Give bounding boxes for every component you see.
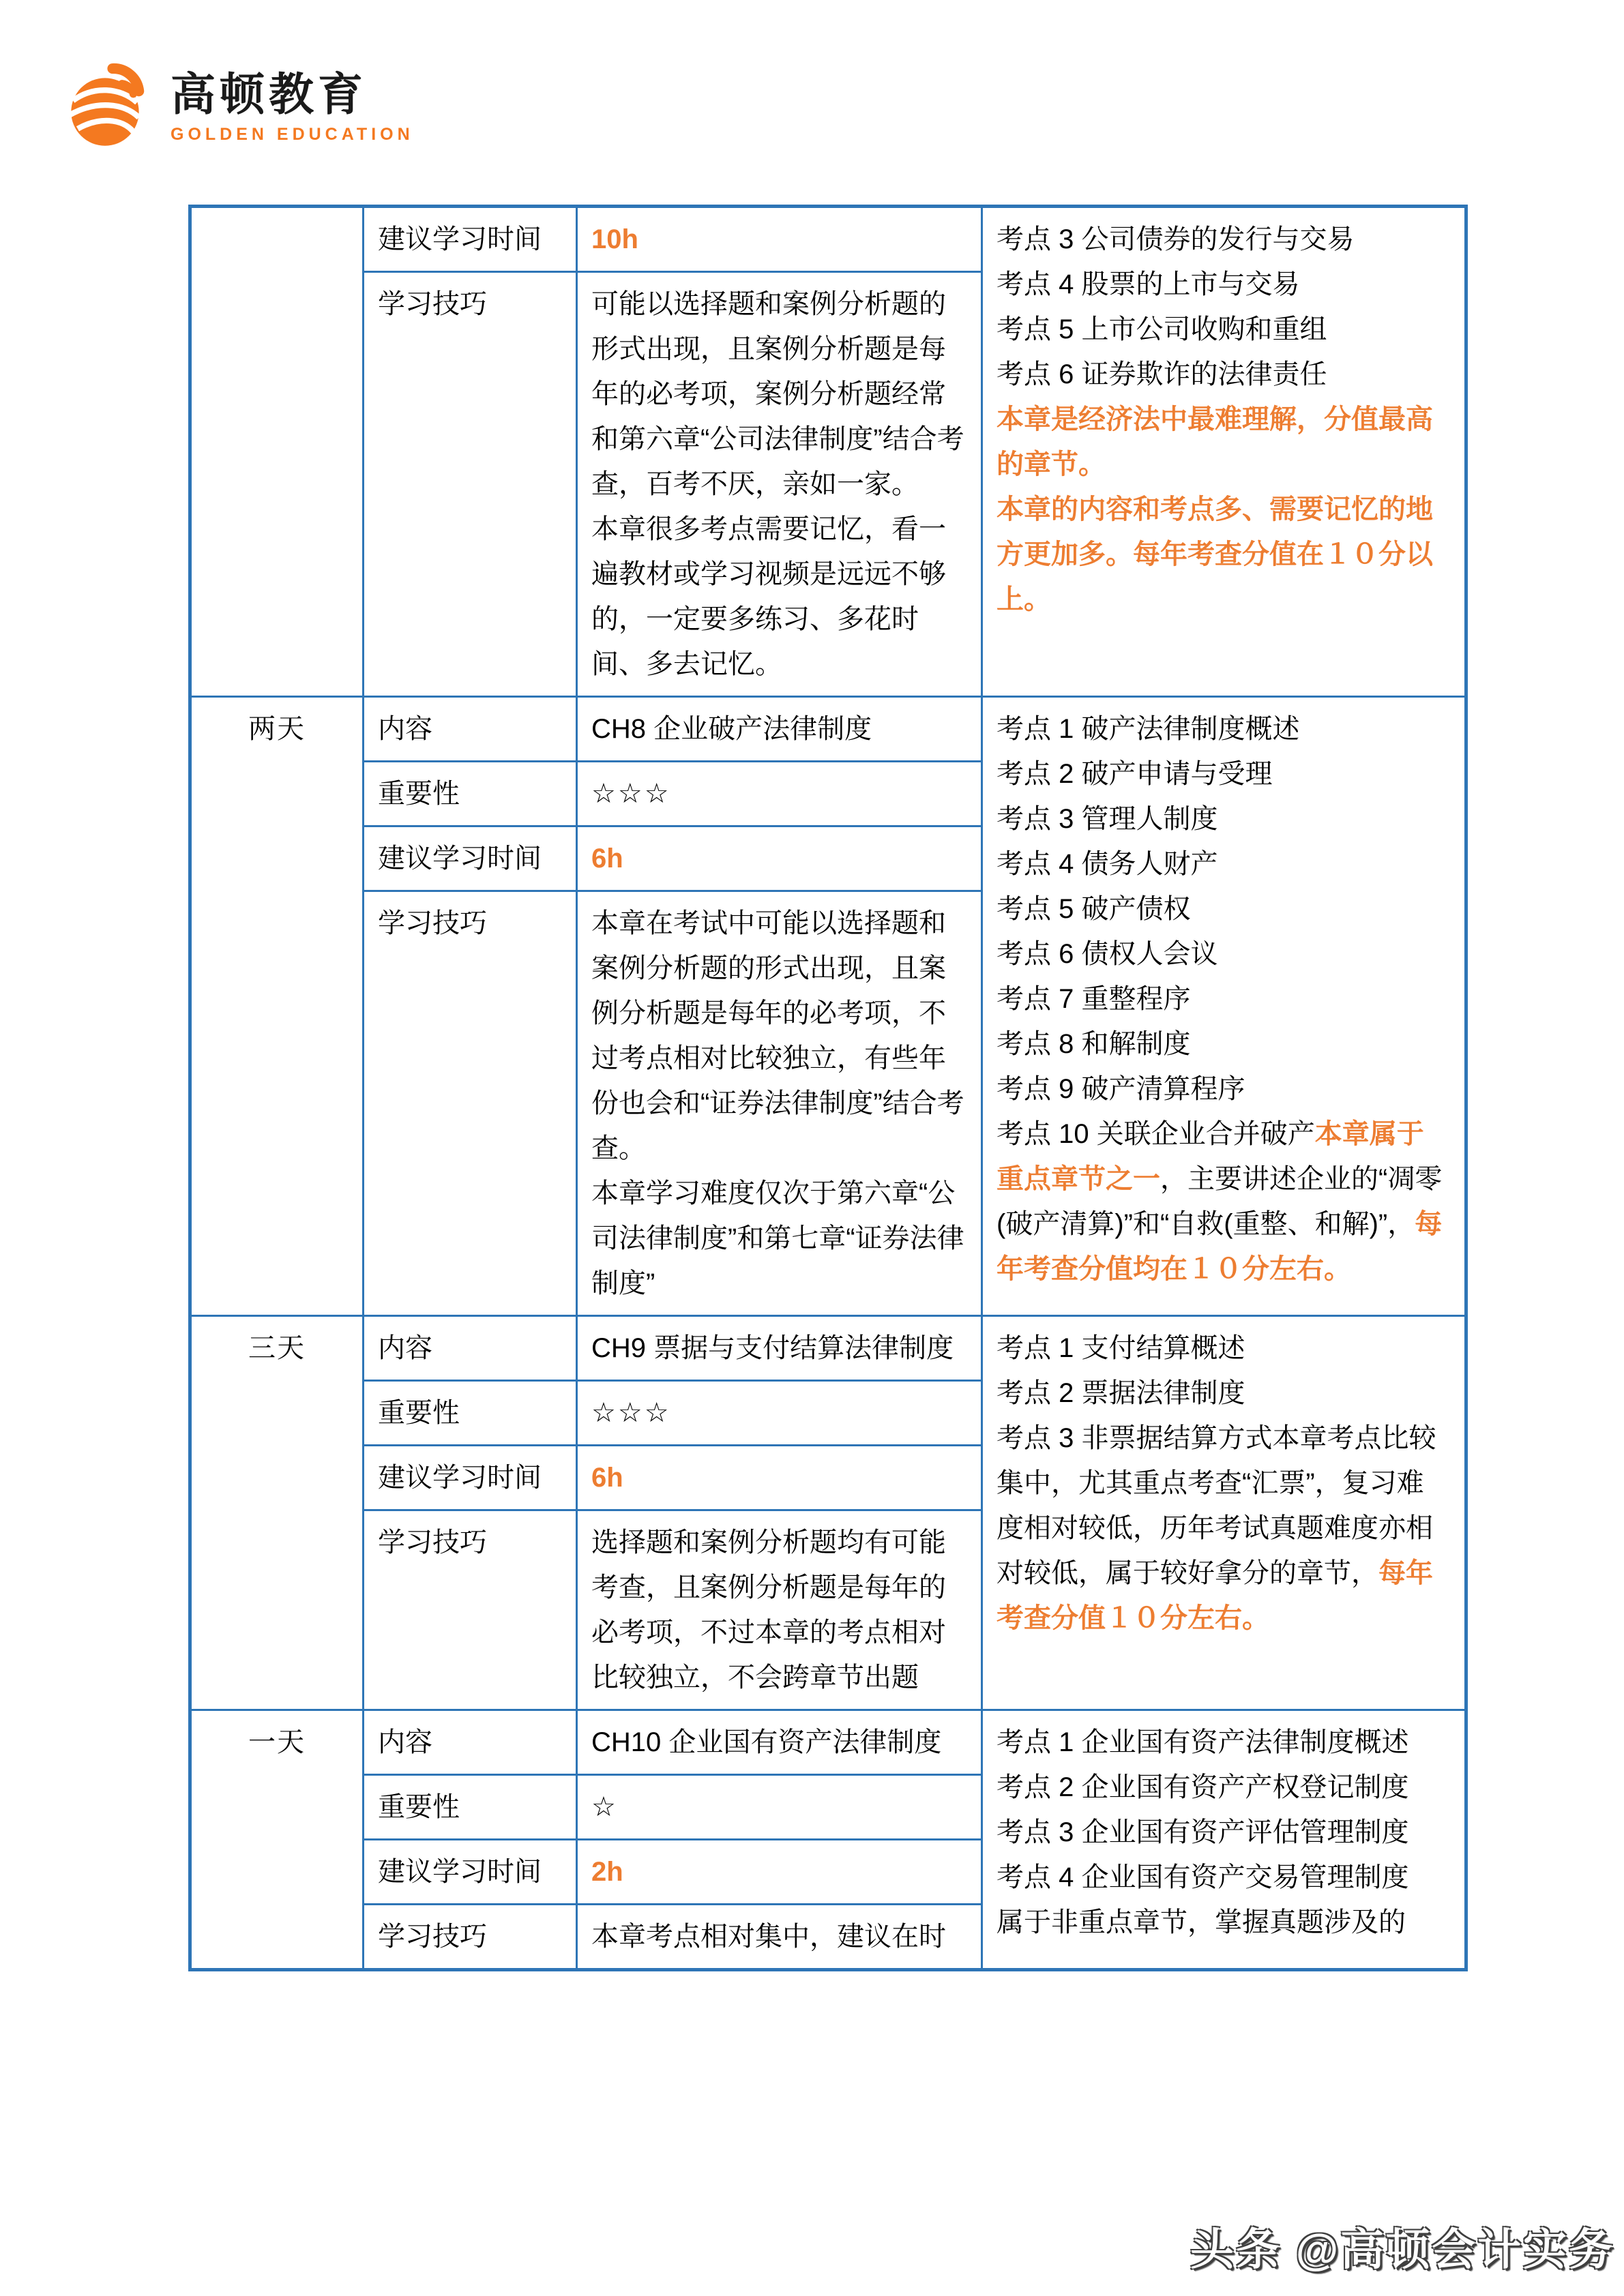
exam-point-line: 考点 1 企业国有资产法律制度概述 xyxy=(996,1727,1409,1757)
skills-value xyxy=(577,1905,982,1970)
brand-logo-text xyxy=(171,57,414,145)
study-time-label: 建议学习时间 xyxy=(364,1840,577,1905)
exam-point-line: 考点 5 上市公司收购和重组 xyxy=(996,314,1327,344)
exam-point-line: 考点 1 破产法律制度概述 xyxy=(996,714,1300,744)
brand-subtitle: GOLDEN EDUCATION xyxy=(171,124,414,144)
importance-stars: ☆☆☆ xyxy=(577,762,982,826)
highlight-note: 每年考查分值１０分左右。 xyxy=(996,1558,1433,1633)
study-time-value: 10h xyxy=(577,207,982,272)
skills-value xyxy=(577,1510,982,1710)
exam-point-line: 考点 7 重整程序 xyxy=(996,984,1191,1014)
day-cell-three-days: 三天 xyxy=(190,1316,364,1710)
skills-label: 学习技巧 xyxy=(364,1510,577,1710)
exam-points-cell-block4 xyxy=(982,1710,1466,1970)
exam-points-cell-block3 xyxy=(982,1316,1466,1710)
skills-label: 学习技巧 xyxy=(364,891,577,1316)
skills-paragraph: 本章考点相对集中，建议在时 xyxy=(591,1922,946,1952)
exam-point-line: 考点 9 破产清算程序 xyxy=(996,1074,1245,1104)
exam-point-note: 属于非重点章节，掌握真题涉及的 xyxy=(996,1907,1406,1937)
study-time-value: 2h xyxy=(577,1840,982,1905)
exam-point-line: 考点 3 公司债券的发行与交易 xyxy=(996,224,1355,254)
note-plain: 考点 10 关联企业合并破产 xyxy=(996,1119,1315,1149)
brand-logo xyxy=(65,57,414,151)
highlight-note: 本章属于重点章节之一 xyxy=(996,1119,1424,1194)
exam-point-line: 考点 6 债权人会议 xyxy=(996,939,1218,969)
skills-paragraph: 选择题和案例分析题均有可能考查，且案例分析题是每年的必考项，不过本章的考点相对比较独立，不会跨章节出题 xyxy=(591,1527,946,1693)
content-value: CH10 企业国有资产法律制度 xyxy=(577,1710,982,1775)
skills-value xyxy=(577,272,982,697)
exam-point-note xyxy=(996,1112,1451,1292)
skills-value xyxy=(577,891,982,1316)
exam-point-line: 考点 2 企业国有资产产权登记制度 xyxy=(996,1772,1409,1802)
study-time-label: 建议学习时间 xyxy=(364,1446,577,1510)
content-label: 内容 xyxy=(364,1710,577,1775)
exam-point-line: 考点 3 企业国有资产评估管理制度 xyxy=(996,1817,1409,1847)
highlight-note: 本章的内容和考点多、需要记忆的地方更加多。每年考查分值在１０分以上。 xyxy=(996,494,1433,614)
exam-point-line: 考点 5 破产债权 xyxy=(996,894,1191,924)
importance-stars: ☆☆☆ xyxy=(577,1381,982,1446)
highlight-note: 本章是经济法中最难理解，分值最高的章节。 xyxy=(996,404,1433,479)
skills-label: 学习技巧 xyxy=(364,272,577,697)
exam-point-line: 考点 4 债务人财产 xyxy=(996,849,1218,879)
exam-point-line: 考点 2 破产申请与受理 xyxy=(996,759,1273,789)
importance-label: 重要性 xyxy=(364,1775,577,1840)
brand-title: 高顿教育 xyxy=(171,69,367,119)
importance-stars: ☆ xyxy=(577,1775,982,1840)
skills-label: 学习技巧 xyxy=(364,1905,577,1970)
skills-paragraph: 可能以选择题和案例分析题的形式出现，且案例分析题是每年的必考项，案例分析题经常和第六章“公司法律制度”结合考查，百考不厌，亲如一家。 xyxy=(591,289,964,499)
exam-points-cell-block1 xyxy=(982,207,1466,697)
day-cell-one-day: 一天 xyxy=(190,1710,364,1970)
day-cell-block1 xyxy=(190,207,364,697)
exam-point-line: 考点 2 票据法律制度 xyxy=(996,1378,1245,1408)
content-value: CH9 票据与支付结算法律制度 xyxy=(577,1316,982,1381)
study-time-label: 建议学习时间 xyxy=(364,826,577,891)
exam-point-line: 考点 4 企业国有资产交易管理制度 xyxy=(996,1862,1409,1892)
exam-point-line: 考点 1 支付结算概述 xyxy=(996,1333,1245,1363)
skills-paragraph: 本章很多考点需要记忆，看一遍教材或学习视频是远远不够的，一定要多练习、多花时间、多去记忆。 xyxy=(591,514,946,679)
exam-point-line: 考点 4 股票的上市与交易 xyxy=(996,269,1300,299)
note-plain: ，主要讲述企业的“凋零(破产清算)”和“自救(重整、和解)”， xyxy=(996,1164,1443,1239)
content-value: CH8 企业破产法律制度 xyxy=(577,697,982,762)
study-plan-table xyxy=(188,205,1468,1971)
watermark-credit: 头条 @高顿会计实务 xyxy=(1190,2225,1615,2274)
golden-education-globe-icon xyxy=(65,57,160,151)
day-cell-two-days: 两天 xyxy=(190,697,364,1316)
note-plain: 考点 3 非票据结算方式本章考点比较集中，尤其重点考查“汇票”，复习难度相对较低，历年考试真题难度亦相对较低，属于较好拿分的章节， xyxy=(996,1423,1436,1588)
study-time-label: 建议学习时间 xyxy=(364,207,577,272)
content-label: 内容 xyxy=(364,1316,577,1381)
study-time-value: 6h xyxy=(577,1446,982,1510)
highlight-note: 每年考查分值均在１０分左右。 xyxy=(996,1209,1443,1284)
exam-point-note xyxy=(996,1416,1451,1641)
exam-point-line: 考点 3 管理人制度 xyxy=(996,804,1218,834)
skills-paragraph: 本章学习难度仅次于第六章“公司法律制度”和第七章“证券法律制度” xyxy=(591,1178,964,1298)
content-label: 内容 xyxy=(364,697,577,762)
study-time-value: 6h xyxy=(577,826,982,891)
skills-paragraph: 本章在考试中可能以选择题和案例分析题的形式出现，且案例分析题是每年的必考项，不过考点相对比较独立，有些年份也会和“证券法律制度”结合考查。 xyxy=(591,908,964,1163)
exam-point-line: 考点 6 证券欺诈的法律责任 xyxy=(996,359,1327,389)
exam-points-cell-block2 xyxy=(982,697,1466,1316)
importance-label: 重要性 xyxy=(364,1381,577,1446)
exam-point-line: 考点 8 和解制度 xyxy=(996,1029,1191,1059)
importance-label: 重要性 xyxy=(364,762,577,826)
